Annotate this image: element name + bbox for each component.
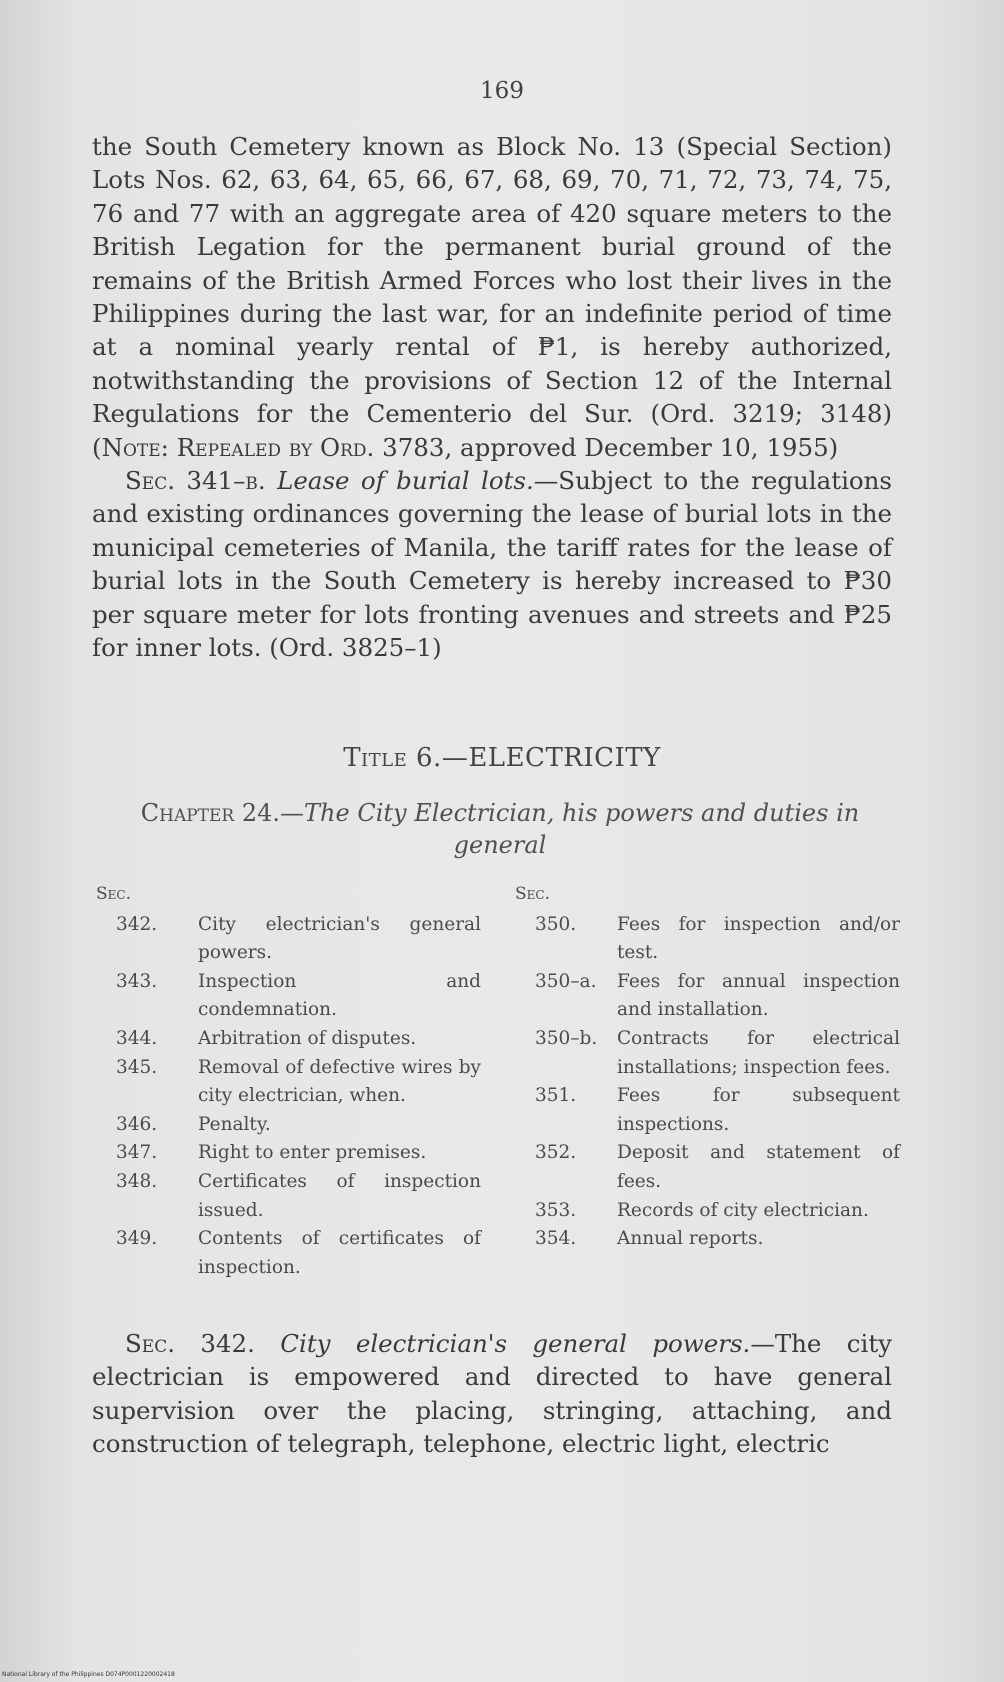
toc-number: 352. [535, 1142, 577, 1164]
paragraph-sec-342 [92, 1327, 892, 1461]
toc-number: 350. [535, 913, 577, 935]
repeal-note: Note: Repealed by Ord. [101, 432, 375, 462]
toc-item [96, 1025, 481, 1054]
toc-item [515, 1082, 900, 1139]
toc-number: 343. [116, 970, 158, 992]
toc-item [96, 1111, 481, 1140]
toc-header: Sec. [96, 884, 131, 904]
toc-number: 348. [116, 1170, 158, 1192]
toc-number: 349. [116, 1228, 158, 1250]
paragraph-text: —The city electrician is empowered and directed to have general supervision over the placing, stringing, attaching, and construction of telegraph, telephone, electric light, electric [92, 1329, 893, 1459]
chapter-number: 24.— [234, 799, 305, 827]
toc-number: 345. [116, 1056, 158, 1078]
toc-number: 347. [116, 1142, 158, 1164]
chapter-title: The City Electrician, his powers and duties in general [304, 799, 860, 859]
toc-text: Penalty. [198, 1113, 271, 1135]
toc-item [96, 1054, 481, 1111]
toc-left-column [96, 880, 481, 1282]
toc-number: 344. [116, 1027, 158, 1049]
paragraph-text: —Subject to the regulations and existing ordinances governing the lease of burial lots in the municipal cemeteries of Manila, the tariff rates for the lease of burial lots in the South Cemetery is hereby increased to ₱30 per square meter for lots fronting avenues and streets and ₱25 for inner lots. (Ord. 3825–1) [92, 466, 893, 663]
toc-item [515, 1225, 900, 1254]
toc-text: Contracts for electrical installations; inspection fees. [617, 1027, 900, 1078]
toc-text: Deposit and statement of fees. [617, 1142, 900, 1192]
section-heading: Lease of burial lots. [277, 466, 534, 496]
toc-text: Certificates of inspection issued. [198, 1170, 481, 1221]
title-text: 6.—ELECTRICITY [407, 743, 661, 773]
toc-text: Records of city electrician. [617, 1199, 869, 1221]
paragraph-sec-341b [92, 464, 892, 664]
page-number: 169 [480, 78, 524, 104]
paragraph-sec-341a-continued [92, 130, 892, 464]
toc-number: 342. [116, 913, 158, 935]
chapter-label: Chapter [140, 799, 235, 827]
toc-number: 346. [116, 1113, 158, 1135]
section-heading: City electrician's general powers. [280, 1329, 751, 1358]
toc-text: Contents of certificates of inspection. [198, 1228, 481, 1278]
toc-item [96, 1168, 481, 1225]
toc-item [515, 968, 900, 1025]
section-number: Sec. 341–b. [125, 466, 266, 496]
toc-item [96, 1139, 481, 1168]
section-number: Sec. 342. [125, 1329, 255, 1358]
toc-text: Arbitration of disputes. [198, 1027, 417, 1049]
toc-text: Right to enter premises. [198, 1142, 427, 1164]
scan-footer: National Library of the Philippines D074P0001220002418 [2, 1671, 175, 1678]
toc-item [96, 968, 481, 1025]
toc-text: Fees for annual inspection and installation. [617, 970, 900, 1021]
toc-item [515, 1139, 900, 1196]
toc-header: Sec. [515, 884, 550, 904]
body-text-top [92, 130, 892, 665]
toc-text: Removal of defective wires by city electrician, when. [198, 1056, 481, 1107]
toc-right-column [515, 880, 900, 1254]
toc-item [515, 911, 900, 968]
body-text-bottom [92, 1327, 892, 1461]
paragraph-tail: 3783, approved December 10, 1955) [374, 432, 839, 462]
toc-text: Annual reports. [617, 1228, 764, 1250]
toc-item [96, 1225, 481, 1282]
toc-text: Fees for subsequent inspections. [617, 1085, 900, 1135]
toc-number: 351. [535, 1085, 577, 1107]
title-label: Title [343, 743, 408, 773]
paragraph-text: the South Cemetery known as Block No. 13 (Special Section) Lots Nos. 62, 63, 64, 65, 66, 67, 68, 69, 70, 71, 72, 73, 74, 75, 76 and 77 with an aggregate area of 420 square meters to the British Legation for the permanent burial ground of the remains of the British Armed Forces who lost their lives in the Philippines during the last war, for an indefinite period of time at a nominal yearly rental of ₱1, is hereby authorized, notwithstanding the provisions of Section 12 of the Internal Regulations for the Cementerio del Sur. (Ord. 3219; 3148) ( [92, 132, 892, 462]
toc-item [515, 1197, 900, 1226]
title-heading [0, 743, 1004, 773]
toc-number: 350–a. [535, 970, 597, 992]
toc-item [96, 911, 481, 968]
toc-number: 350–b. [535, 1027, 598, 1049]
toc-number: 354. [535, 1228, 577, 1250]
toc-text: Inspection and condemnation. [198, 970, 481, 1021]
toc-text: City electrician's general powers. [198, 913, 481, 964]
chapter-heading [140, 797, 860, 861]
toc-number: 353. [535, 1199, 577, 1221]
toc-item [515, 1025, 900, 1082]
toc-text: Fees for inspection and/or test. [617, 913, 900, 964]
